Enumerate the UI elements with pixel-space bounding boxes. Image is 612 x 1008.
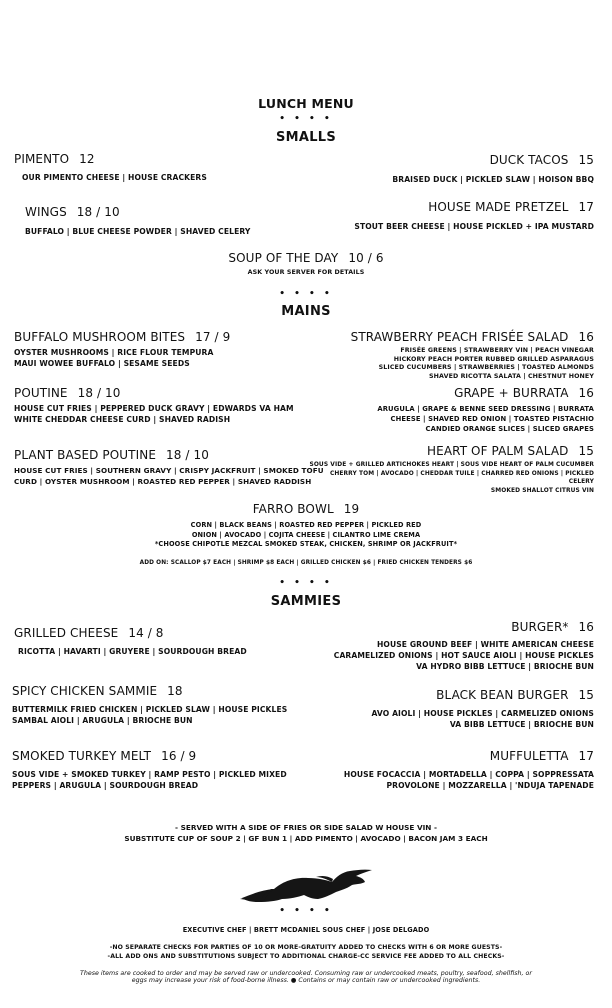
item-description: BRAISED DUCK | PICKLED SLAW | HOISON BBQ [392, 175, 594, 184]
item-description: SMOKED SHALLOT CITRUS VIN [490, 487, 594, 494]
item-price: 15 [578, 688, 594, 702]
item-price: 16 / 9 [161, 749, 197, 763]
item-price: 14 / 8 [128, 626, 164, 640]
item-description: STOUT BEER CHEESE | HOUSE PICKLED + IPA MUSTARD [354, 222, 594, 231]
menu-item-black-bean-burger [371, 688, 594, 730]
section-heading-smalls: SMALLS [275, 130, 337, 145]
menu-item-pimento [14, 152, 207, 183]
item-price: 17 [578, 200, 594, 214]
chefs-credit: EXECUTIVE CHEF | BRETT MCDANIEL SOUS CHEF | JOSE DELGADO [182, 926, 430, 934]
item-name: GRAPE + BURRATA [454, 386, 569, 400]
menu-item-grape-burrata [377, 386, 594, 434]
item-description: WHITE CHEDDAR CHEESE CURD | SHAVED RADISH [14, 415, 231, 424]
item-description: *CHOOSE CHIPOTLE MEZCAL SMOKED STEAK, CHICKEN, SHRIMP OR JACKFRUIT* [154, 540, 458, 549]
item-description: HOUSE CUT FRIES | SOUTHERN GRAVY | CRISPY JACKFRUIT | SMOKED TOFU [14, 466, 324, 475]
item-description: RICOTTA | HAVARTI | GRUYERE | SOURDOUGH BREAD [18, 647, 247, 656]
item-description: PROVOLONE | MOZZARELLA | 'NDUJA TAPENADE [386, 781, 594, 790]
menu-item-muffuletta [344, 749, 594, 791]
menu-item-pretzel [354, 200, 594, 232]
policy-note: -NO SEPARATE CHECKS FOR PARTIES OF 10 OR MORE-GRATUITY ADDED TO CHECKS WITH 6 OR MORE GUESTS- [109, 944, 503, 951]
item-description: VA HYDRO BIBB LETTUCE | BRIOCHE BUN [416, 662, 594, 671]
item-description: SOUS VIDE + SMOKED TURKEY | RAMP PESTO | PICKLED MIXED [12, 770, 287, 779]
hare-silhouette-icon [238, 868, 376, 904]
menu-title: LUNCH MENU [258, 96, 354, 111]
item-description: AVO AIOLI | HOUSE PICKLES | CARMELIZED ONIONS [371, 709, 594, 718]
item-description: HOUSE CUT FRIES | PEPPERED DUCK GRAVY | EDWARDS VA HAM [14, 404, 294, 413]
item-name: SMOKED TURKEY MELT [12, 749, 152, 763]
menu-item-plant-poutine [14, 448, 324, 487]
item-price: 10 / 6 [348, 251, 384, 265]
item-name: SOUP OF THE DAY [228, 251, 339, 265]
item-description: ARUGULA | GRAPE & BENNE SEED DRESSING | BURRATA [377, 405, 594, 413]
item-name: STRAWBERRY PEACH FRISÉE SALAD [350, 330, 569, 344]
section-heading-mains: MAINS [281, 304, 331, 319]
item-price: 18 / 10 [76, 205, 120, 219]
menu-item-spicy-chicken [12, 684, 287, 726]
item-name: PIMENTO [14, 152, 70, 166]
item-name: GRILLED CHEESE [14, 626, 119, 640]
item-description: CHERRY TOM | AVOCADO | CHEDDAR TUILE | CHARRED RED ONIONS | PICKLED [329, 470, 594, 477]
item-name: MUFFULETTA [489, 749, 569, 763]
divider-dots: • • • • [279, 289, 333, 299]
menu-item-buffalo-mushroom [14, 330, 230, 369]
item-description: CELERY [568, 479, 594, 486]
add-on-note: ADD ON: SCALLOP $7 EACH | SHRIMP $8 EACH | GRILLED CHICKEN $6 | FRIED CHICKEN TENDERS $6 [139, 560, 473, 566]
disclaimer: These items are cooked to order and may be served raw or undercooked. Consuming raw or undercooked meats, poultry, seafood, shellfish, or [80, 970, 532, 977]
item-description: MAUI WOWEE BUFFALO | SESAME SEEDS [14, 359, 190, 368]
item-name: POUTINE [14, 386, 68, 400]
item-description: OUR PIMENTO CHEESE | HOUSE CRACKERS [22, 173, 207, 182]
item-price: 18 / 10 [166, 448, 209, 462]
policy-note: -ALL ADD ONS AND SUBSTITUTIONS SUBJECT TO ADDITIONAL CHARGE-CC SERVICE FEE ADDED TO ALL CHECKS- [107, 953, 505, 960]
item-price: 16 [578, 330, 594, 344]
item-name: WINGS [25, 205, 67, 219]
item-name: FARRO BOWL [252, 502, 334, 516]
item-price: 16 [578, 620, 594, 634]
section-heading-sammies: SAMMIES [270, 594, 342, 609]
item-name: BUFFALO MUSHROOM BITES [14, 330, 186, 344]
item-description: BUFFALO | BLUE CHEESE POWDER | SHAVED CELERY [25, 227, 251, 236]
menu-item-heart-of-palm [309, 444, 594, 495]
menu-item-grilled-cheese [14, 626, 247, 657]
item-description: SHAVED RICOTTA SALATA | CHESTNUT HONEY [429, 372, 594, 380]
item-name: SPICY CHICKEN SAMMIE [12, 684, 158, 698]
divider-dots: • • • • [279, 906, 333, 916]
substitute-note: SUBSTITUTE CUP OF SOUP 2 | GF BUN 1 | ADD PIMENTO | AVOCADO | BACON JAM 3 EACH [124, 834, 488, 843]
item-name: HEART OF PALM SALAD [427, 444, 569, 458]
item-description: HOUSE GROUND BEEF | WHITE AMERICAN CHEESE [376, 640, 594, 649]
item-price: 18 [167, 684, 183, 698]
item-description: CHEESE | SHAVED RED ONION | TOASTED PISTACHIO [390, 415, 594, 423]
menu-item-strawberry-salad [351, 330, 594, 381]
item-description: SOUS VIDE + GRILLED ARTICHOKES HEART | SOUS VIDE HEART OF PALM CUCUMBER [309, 462, 594, 468]
item-name: BURGER* [511, 620, 569, 634]
menu-item-duck-tacos [392, 153, 594, 185]
item-price: 12 [79, 152, 95, 166]
item-description: HICKORY PEACH PORTER RUBBED GRILLED ASPARAGUS [393, 355, 594, 363]
divider-dots: • • • • [279, 578, 333, 588]
menu-item-farro-bowl [0, 502, 612, 550]
disclaimer: eggs may increase your risk of food-borne illness. ● Contains or may contain raw or undercooked ingredients. [131, 977, 481, 984]
menu-item-turkey-melt [12, 749, 287, 791]
item-price: 19 [343, 502, 360, 516]
item-name: BLACK BEAN BURGER [436, 688, 569, 702]
item-description: PEPPERS | ARUGULA | SOURDOUGH BREAD [12, 781, 199, 790]
item-description: CORN | BLACK BEANS | ROASTED RED PEPPER | PICKLED RED [190, 521, 422, 529]
item-description: ONION | AVOCADO | COJITA CHEESE | CILANTRO LIME CREMA [191, 530, 421, 539]
served-with-note: - SERVED WITH A SIDE OF FRIES OR SIDE SALAD W HOUSE VIN - [175, 823, 437, 832]
item-description: HOUSE FOCACCIA | MORTADELLA | COPPA | SOPPRESSATA [343, 770, 594, 779]
item-description: CURD | OYSTER MUSHROOM | ROASTED RED PEPPER | SHAVED RADDISH [14, 477, 312, 486]
menu-item-wings [25, 205, 250, 237]
item-name: PLANT BASED POUTINE [14, 448, 157, 462]
item-name: DUCK TACOS [489, 153, 569, 167]
divider-dots: • • • • [279, 114, 333, 124]
item-description: BUTTERMILK FRIED CHICKEN | PICKLED SLAW | HOUSE PICKLES [12, 705, 288, 714]
menu-item-burger [334, 620, 594, 672]
item-description: VA BIBB LETTUCE | BRIOCHE BUN [449, 720, 594, 729]
item-price: 17 / 9 [195, 330, 231, 344]
item-price: 16 [578, 386, 594, 400]
item-description: CARAMELIZED ONIONS | HOT SAUCE AIOLI | HOUSE PICKLES [333, 651, 594, 660]
item-description: SAMBAL AIOLI | ARUGULA | BRIOCHE BUN [12, 716, 193, 725]
item-description: OYSTER MUSHROOMS | RICE FLOUR TEMPURA [14, 348, 214, 357]
item-price: 15 [578, 153, 594, 167]
item-description: SLICED CUCUMBERS | STRAWBERRIES | TOASTED ALMONDS [378, 364, 594, 372]
item-price: 18 / 10 [77, 386, 121, 400]
item-description: FRISÉE GREENS | STRAWBERRY VIN | PEACH VINEGAR [400, 347, 594, 354]
menu-item-poutine [14, 386, 294, 425]
item-description: CANDIED ORANGE SLICES | SLICED GRAPES [425, 425, 594, 433]
item-price: 17 [578, 749, 594, 763]
menu-item-soup [0, 251, 612, 278]
item-price: 15 [578, 444, 594, 458]
item-description: ASK YOUR SERVER FOR DETAILS [247, 269, 365, 276]
item-name: HOUSE MADE PRETZEL [428, 200, 569, 214]
